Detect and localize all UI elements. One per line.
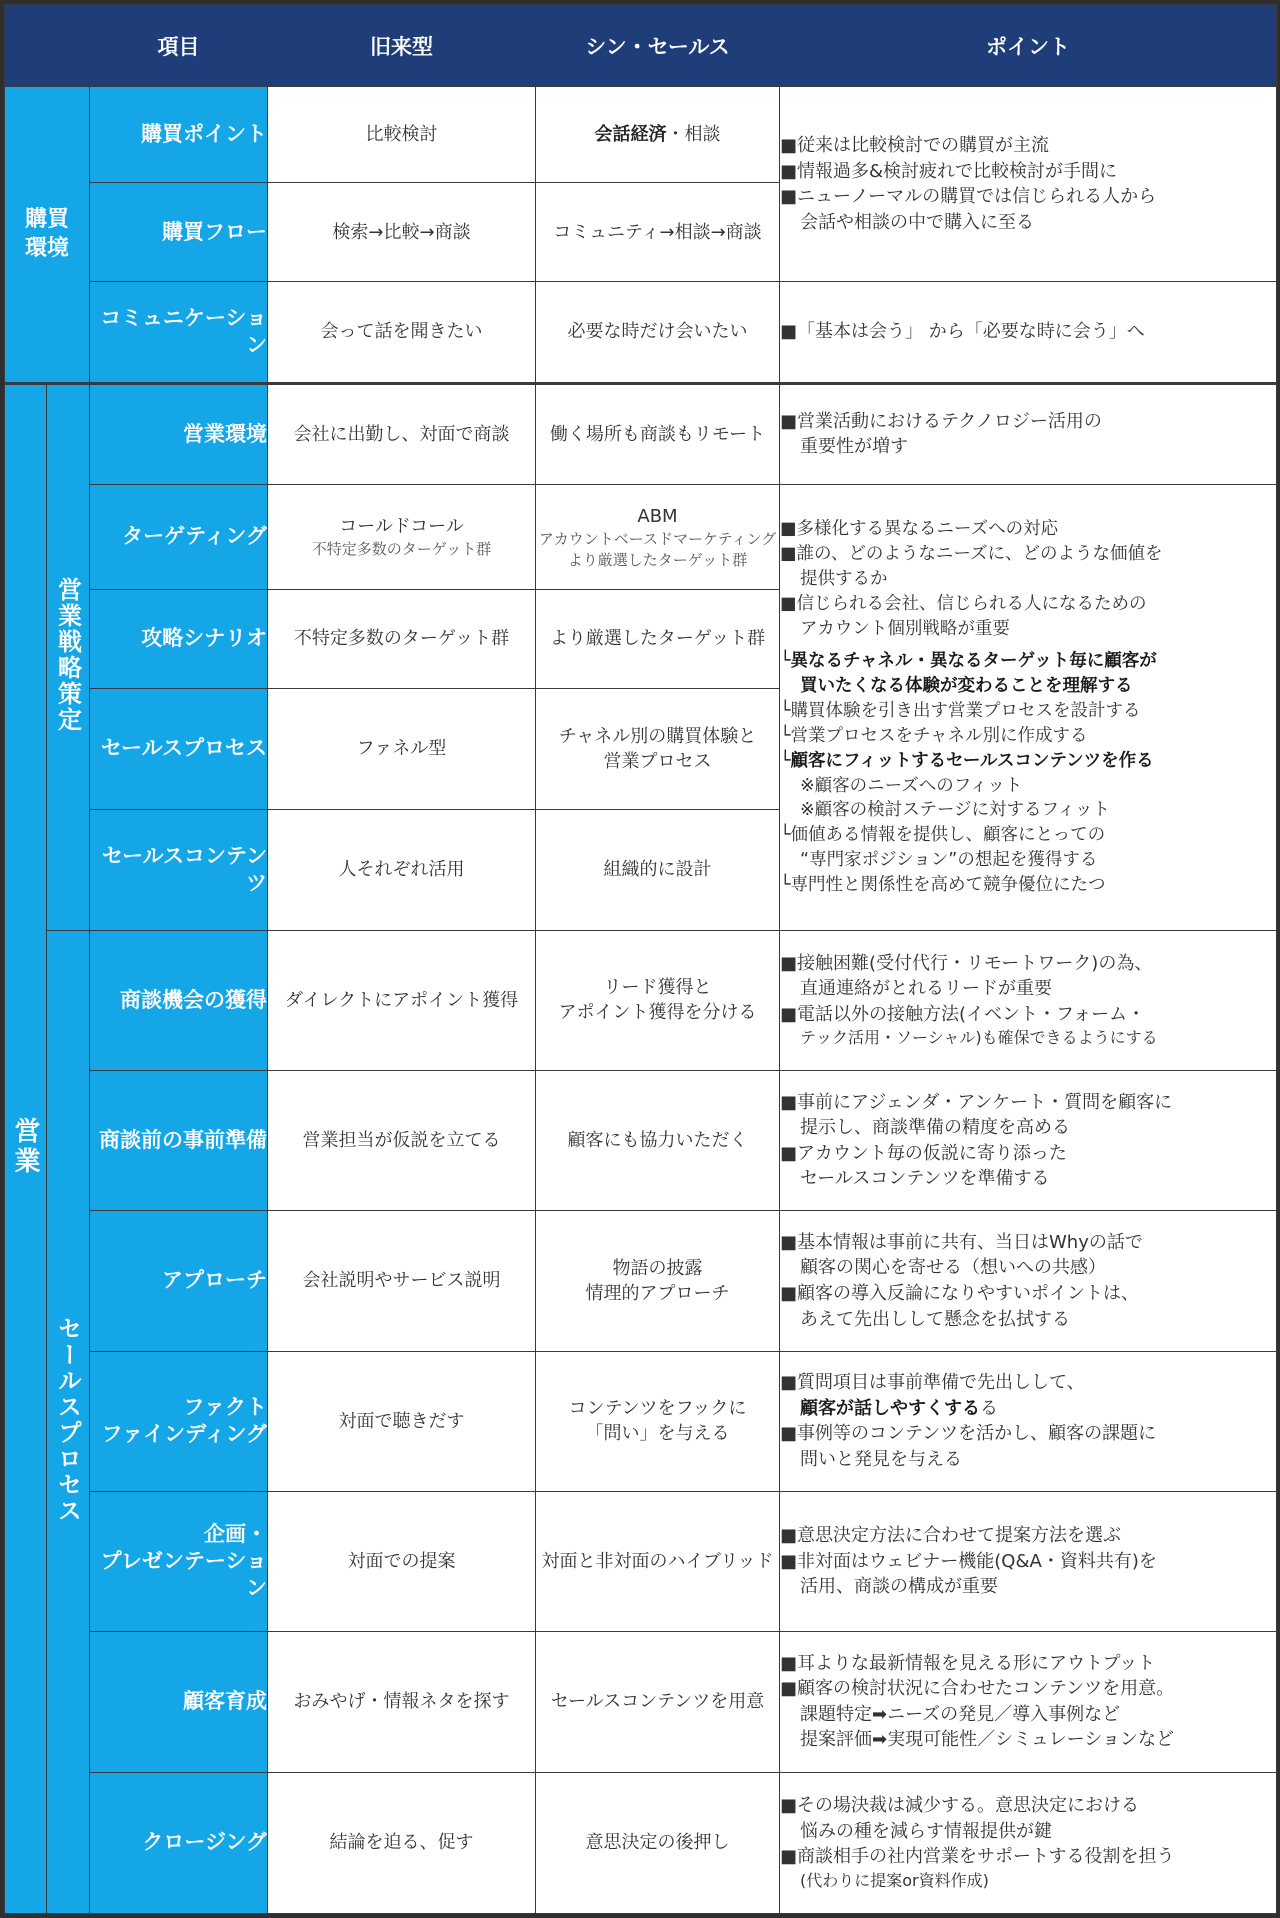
- new-cell: 意思決定の後押し: [536, 1772, 780, 1913]
- point-purchase: [780, 87, 1277, 282]
- point-line: 重要性が増す: [800, 436, 908, 458]
- new-cell-line: 物語の披露: [612, 1257, 703, 1279]
- new-cell: 組織的に設計: [536, 809, 780, 930]
- group-strategy-label: 営業戦略策定: [53, 577, 82, 734]
- point-line: ※顧客の検討ステージに対するフィット: [800, 800, 1111, 821]
- header-new: シン・セールス: [536, 5, 780, 87]
- table-row: [5, 1491, 1277, 1631]
- point-bold-text: 顧客が話しやすくする: [800, 1397, 980, 1419]
- group-sales: [5, 383, 47, 1913]
- header-item: 項目: [90, 5, 268, 87]
- item-label: 購買フロー: [90, 183, 268, 282]
- point-line: “専門家ポジション”の想起を獲得する: [800, 850, 1098, 871]
- point-line: あえて先出しして懸念を払拭する: [800, 1308, 1070, 1330]
- point-line-bold: [780, 674, 1276, 699]
- new-cell: [536, 1351, 780, 1491]
- point-line: ■誰の、どのようなニーズに、どのような価値を: [780, 544, 1163, 565]
- old-cell: 不特定多数のターゲット群: [268, 589, 536, 688]
- item-label-line: ファクト: [183, 1395, 267, 1420]
- header-blank: [5, 5, 90, 87]
- old-cell-sub: 不特定多数のターゲット群: [311, 540, 492, 559]
- old-cell: 会社説明やサービス説明: [268, 1211, 536, 1351]
- header-row: [5, 5, 1277, 87]
- table-row: [5, 282, 1277, 383]
- point-line: ■ニューノーマルの購買では信じられる人から: [780, 186, 1157, 208]
- point-line: ■事例等のコンテンツを活かし、顧客の課題に: [780, 1423, 1157, 1445]
- point-line: └価値ある情報を提供し、顧客にとっての: [780, 825, 1106, 846]
- item-label: [90, 1351, 268, 1491]
- new-cell: [536, 689, 780, 810]
- table-row: [5, 1351, 1277, 1491]
- table-row: [5, 383, 1277, 484]
- point-line: 提供するか: [800, 568, 888, 589]
- point-bold-text: └異なるチャネル・異なるターゲット毎に顧客が: [780, 651, 1157, 672]
- item-label: 営業環境: [90, 383, 268, 484]
- point-line: ■顧客の検討状況に合わせたコンテンツを用意。: [780, 1678, 1175, 1700]
- point-prep: [780, 1071, 1277, 1211]
- new-cell-line: 情理的アプローチ: [585, 1283, 730, 1305]
- group-purchase-env-label: 購買環境: [24, 206, 69, 262]
- old-cell: 結論を迫る、促す: [268, 1772, 536, 1913]
- point-approach: [780, 1211, 1277, 1351]
- item-label: クロージング: [90, 1772, 268, 1913]
- point-line: ■基本情報は事前に共有、当日はWhyの話で: [780, 1231, 1143, 1253]
- old-cell: 営業担当が仮説を立てる: [268, 1071, 536, 1211]
- point-nurture: [780, 1632, 1277, 1772]
- point-line: ■質問項目は事前準備で先出しして、: [780, 1372, 1085, 1394]
- item-label: セールスプロセス: [90, 689, 268, 810]
- point-line: └購買体験を引き出す営業プロセスを設計する: [780, 701, 1141, 722]
- group-strategy: [47, 383, 90, 930]
- point-opportunity: [780, 930, 1277, 1070]
- point-line: 提案評価➡実現可能性／シミュレーションなど: [800, 1729, 1174, 1751]
- old-cell-main: コールドコール: [339, 516, 464, 538]
- old-cell: ファネル型: [268, 689, 536, 810]
- point-fact: [780, 1351, 1277, 1491]
- new-cell-line: 「問い」を与える: [585, 1423, 730, 1445]
- point-line: 直通連絡がとれるリードが重要: [800, 978, 1052, 1000]
- point-line: ■多様化する異なるニーズへの対応: [780, 519, 1059, 540]
- point-line-bold: [780, 649, 1276, 674]
- new-cell: 働く場所も商談もリモート: [536, 383, 780, 484]
- new-cell: 顧客にも協力いただく: [536, 1071, 780, 1211]
- point-line: アカウント個別戦略が重要: [800, 618, 1010, 639]
- old-cell: 比較検討: [268, 87, 536, 183]
- table-row: [5, 1772, 1277, 1913]
- point-line: (代わりに提案or資料作成): [800, 1870, 989, 1890]
- point-bold-text: 買いたくなる体験が変わることを理解する: [800, 676, 1133, 697]
- table-row: [5, 930, 1277, 1070]
- old-cell: おみやげ・情報ネタを探す: [268, 1632, 536, 1772]
- item-label: コミュニケーション: [90, 282, 268, 383]
- header-point: ポイント: [780, 5, 1277, 87]
- item-label: 攻略シナリオ: [90, 589, 268, 688]
- new-cell-rest: ・相談: [666, 123, 721, 145]
- new-cell-line: リード獲得と: [603, 977, 712, 999]
- old-cell: 人それぞれ活用: [268, 809, 536, 930]
- point-closing: [780, 1772, 1277, 1913]
- group-process-label: セールスプロセス: [53, 1315, 82, 1524]
- point-line: テック活用・ソーシャル)も確保できるようにする: [800, 1028, 1158, 1048]
- new-cell: より厳選したターゲット群: [536, 589, 780, 688]
- item-label-line: ファインディング: [101, 1422, 267, 1447]
- new-cell: コミュニティ→相談→商談: [536, 183, 780, 282]
- new-cell: 必要な時だけ会いたい: [536, 282, 780, 383]
- new-cell-line: 営業プロセス: [603, 751, 712, 773]
- point-line: 悩みの種を減らす情報提供が鍵: [800, 1820, 1052, 1842]
- point-line: 会話や相談の中で購入に至る: [800, 211, 1034, 233]
- point-line: └専門性と関係性を高めて競争優位にたつ: [780, 874, 1106, 895]
- group-sales-label: 営業: [10, 1116, 40, 1177]
- group-process: [47, 930, 90, 1913]
- item-label: 購買ポイント: [90, 87, 268, 183]
- point-line: ■耳よりな最新情報を見える形にアウトプット: [780, 1652, 1156, 1674]
- item-label: 商談機会の獲得: [90, 930, 268, 1070]
- point-line: ■その場決裁は減少する。意思決定における: [780, 1795, 1140, 1817]
- new-cell-line: アポイント獲得を分ける: [558, 1002, 757, 1024]
- old-cell: 対面で聴きだす: [268, 1351, 536, 1491]
- item-label: [90, 1491, 268, 1631]
- old-cell: 会社に出勤し、対面で商談: [268, 383, 536, 484]
- table-row: [5, 485, 1277, 590]
- point-line: 提示し、商談準備の精度を高める: [800, 1117, 1070, 1139]
- table-row: [5, 1071, 1277, 1211]
- item-label: 顧客育成: [90, 1632, 268, 1772]
- point-strategy: [780, 485, 1277, 931]
- new-cell: [536, 1211, 780, 1351]
- point-line: ■意思決定方法に合わせて提案方法を選ぶ: [780, 1525, 1122, 1547]
- point-sales-env: [780, 383, 1277, 484]
- new-cell-bold: 会話経済: [594, 123, 667, 145]
- point-line-bold: [780, 749, 1276, 774]
- new-cell-main: ABM: [637, 506, 678, 528]
- table-row: [5, 1211, 1277, 1351]
- point-line: 顧客の関心を寄せる（想いへの共感）: [800, 1257, 1106, 1279]
- point-present: [780, 1491, 1277, 1631]
- old-cell: 検索→比較→商談: [268, 183, 536, 282]
- old-cell: ダイレクトにアポイント獲得: [268, 930, 536, 1070]
- point-line: ■情報過多&検討疲れで比較検討が手間に: [780, 160, 1118, 182]
- item-label: 商談前の事前準備: [90, 1071, 268, 1211]
- point-line: セールスコンテンツを準備する: [800, 1168, 1050, 1190]
- new-cell: [536, 87, 780, 183]
- new-cell-line: コンテンツをフックに: [568, 1398, 747, 1420]
- point-line: 問いと発見を与える: [800, 1448, 962, 1470]
- old-cell: 会って話を聞きたい: [268, 282, 536, 383]
- group-purchase-env: [5, 87, 90, 384]
- table-row: [5, 87, 1277, 183]
- point-line: ※顧客のニーズへのフィット: [800, 775, 1023, 796]
- item-label: アプローチ: [90, 1211, 268, 1351]
- item-label: ターゲティング: [90, 485, 268, 590]
- point-line: 活用、商談の構成が重要: [800, 1576, 998, 1598]
- item-label-line: プレゼンテーション: [100, 1548, 267, 1601]
- item-label: セールスコンテンツ: [90, 809, 268, 930]
- point-line: ■アカウント毎の仮説に寄り添った: [780, 1142, 1067, 1164]
- new-cell: 対面と非対面のハイブリッド: [536, 1491, 780, 1631]
- new-cell: セールスコンテンツを用意: [536, 1632, 780, 1772]
- new-cell-sub: より厳選したターゲット群: [567, 550, 748, 569]
- table-row: [5, 1632, 1277, 1772]
- item-label-line: 企画・: [204, 1521, 267, 1546]
- point-communication: ■「基本は会う」 から「必要な時に会う」へ: [780, 282, 1277, 383]
- point-line: ■従来は比較検討での購買が主流: [780, 135, 1050, 157]
- point-line: ■電話以外の接触方法(イベント・フォーム・: [780, 1003, 1146, 1025]
- point-line: ■商談相手の社内営業をサポートする役割を担う: [780, 1846, 1175, 1868]
- point-line: ■事前にアジェンダ・アンケート・質問を顧客に: [780, 1091, 1173, 1113]
- new-cell-sub: アカウントベースドマーケティング: [538, 530, 777, 549]
- point-line: [780, 1396, 1276, 1422]
- point-text: る: [980, 1397, 998, 1419]
- old-cell: [268, 485, 536, 590]
- point-line: ■接触困難(受付代行・リモートワーク)の為、: [780, 952, 1153, 974]
- new-cell-line: チャネル別の購買体験と: [558, 725, 757, 747]
- new-cell: [536, 930, 780, 1070]
- old-cell: 対面での提案: [268, 1491, 536, 1631]
- point-line: ■非対面はウェビナー機能(Q&A・資料共有)を: [780, 1550, 1157, 1572]
- new-cell: [536, 485, 780, 590]
- point-bold-text: └顧客にフィットするセールスコンテンツを作る: [780, 750, 1154, 771]
- header-old: 旧来型: [268, 5, 536, 87]
- point-line: └営業プロセスをチャネル別に作成する: [780, 725, 1088, 746]
- point-line: 課題特定➡ニーズの発見／導入事例など: [800, 1703, 1121, 1725]
- comparison-table: [4, 4, 1277, 1914]
- point-line: ■信じられる会社、信じられる人になるための: [780, 593, 1147, 614]
- point-line: ■顧客の導入反論になりやすいポイントは、: [780, 1283, 1140, 1305]
- point-line: ■営業活動におけるテクノロジー活用の: [780, 410, 1102, 432]
